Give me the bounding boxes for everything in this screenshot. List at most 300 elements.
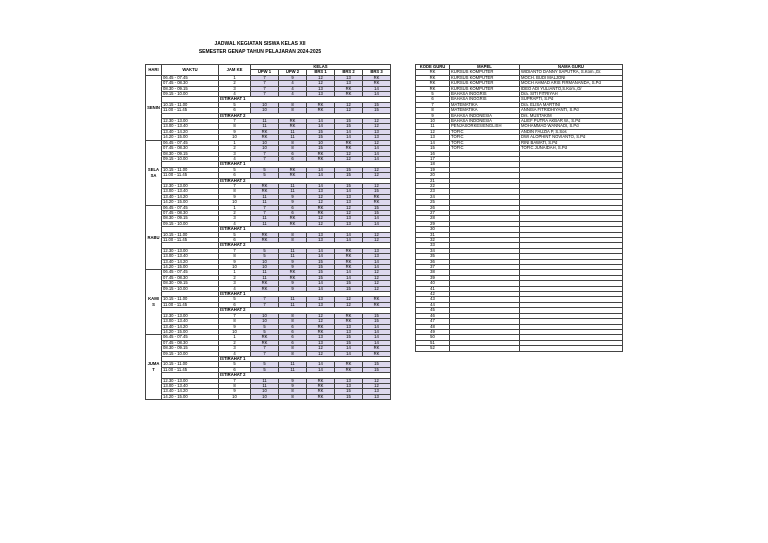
cell-brs2: 13 <box>335 200 363 205</box>
cell-upw1: 7 <box>251 92 279 97</box>
cell-brs1: 15 <box>307 129 335 134</box>
cell-brs3: 15 <box>363 367 391 372</box>
cell-brs3: 12 <box>363 232 391 237</box>
cell-brs1: 13 <box>307 340 335 345</box>
cell-brs2: 13 <box>335 324 363 329</box>
break-label: ISTIRAHAT 2 <box>219 373 391 378</box>
teacher-subject: MATEMATIKA <box>450 102 520 107</box>
cell-upw1: RK <box>251 340 279 345</box>
cell-upw2: 9 <box>279 383 307 388</box>
teacher-code: 26 <box>416 205 450 210</box>
cell-brs2: 14 <box>335 135 363 140</box>
teacher-subject: BAHASA INDONESIA <box>450 119 520 124</box>
cell-brs2: RK <box>335 319 363 324</box>
cell-upw2: RK <box>279 124 307 129</box>
cell-brs2: 14 <box>335 129 363 134</box>
teacher-code: 13 <box>416 135 450 140</box>
cell-upw2: 11 <box>279 248 307 253</box>
time-slot: 09.15 - 10.00 <box>162 286 219 291</box>
cell-brs1: RK <box>307 108 335 113</box>
cell-brs2: 13 <box>335 216 363 221</box>
cell-upw2: 6 <box>279 340 307 345</box>
jam-ke: 6 <box>219 367 251 372</box>
cell-upw2: 9 <box>279 259 307 264</box>
cell-brs1: 13 <box>307 92 335 97</box>
jam-ke: 10 <box>219 135 251 140</box>
cell-brs2: 15 <box>335 394 363 399</box>
time-slot: 14.20 - 15.00 <box>162 265 219 270</box>
cell-upw2: 6 <box>279 335 307 340</box>
teacher-name: Dra. ELISA MARTINI <box>520 102 623 107</box>
cell-brs1: 10 <box>307 140 335 145</box>
cell-upw2: RK <box>279 119 307 124</box>
cell-brs2: 13 <box>335 329 363 334</box>
time-slot: 08.30 - 09.15 <box>162 281 219 286</box>
cell-brs3: 12 <box>363 119 391 124</box>
cell-upw1: 11 <box>251 124 279 129</box>
cell-upw2: 9 <box>279 281 307 286</box>
time-slot: 13.40 - 14.20 <box>162 259 219 264</box>
time-slot: 14.20 - 15.00 <box>162 394 219 399</box>
teacher-table <box>415 64 623 352</box>
cell-brs1: 14 <box>307 119 335 124</box>
jam-ke: 4 <box>219 286 251 291</box>
cell-brs2: 14 <box>335 238 363 243</box>
jam-ke: 9 <box>219 259 251 264</box>
cell-upw1: 5 <box>251 254 279 259</box>
cell-brs1: 12 <box>307 81 335 86</box>
cell-upw2: 8 <box>279 108 307 113</box>
jam-ke: 7 <box>219 119 251 124</box>
cell-upw2: RK <box>279 275 307 280</box>
cell-brs3: 12 <box>363 238 391 243</box>
teacher-code: 27 <box>416 210 450 215</box>
cell-brs1: RK <box>307 394 335 399</box>
cell-upw1: RK <box>251 238 279 243</box>
cell-brs3: 14 <box>363 340 391 345</box>
jam-ke: 6 <box>219 238 251 243</box>
teacher-code: 6 <box>416 97 450 102</box>
time-slot: 10.15 - 11.00 <box>162 167 219 172</box>
time-slot: 12.30 - 13.00 <box>162 183 219 188</box>
cell-upw1: 10 <box>251 108 279 113</box>
cell-brs3: 14 <box>363 265 391 270</box>
jam-ke: 2 <box>219 275 251 280</box>
cell-upw2: 11 <box>279 189 307 194</box>
cell-brs1: 14 <box>307 367 335 372</box>
time-slot: 14.20 - 15.00 <box>162 200 219 205</box>
cell-upw1: 7 <box>251 346 279 351</box>
teacher-code: 20 <box>416 173 450 178</box>
time-slot: 13.40 - 14.20 <box>162 194 219 199</box>
cell-upw1: 7 <box>251 151 279 156</box>
cell-upw1: 5 <box>251 362 279 367</box>
cell-upw1: 5 <box>251 329 279 334</box>
cell-brs1: 13 <box>307 297 335 302</box>
cell-brs2: 14 <box>335 275 363 280</box>
teacher-subject: BAHASA INDONESIA <box>450 113 520 118</box>
cell-upw1: 10 <box>251 394 279 399</box>
jam-ke: 4 <box>219 221 251 226</box>
jam-ke: 9 <box>219 129 251 134</box>
cell-brs2: RK <box>335 259 363 264</box>
teacher-subject: BAHASA INGGRIS <box>450 97 520 102</box>
cell-upw1: RK <box>251 189 279 194</box>
jam-ke: 10 <box>219 265 251 270</box>
time-slot: 08.30 - 09.15 <box>162 86 219 91</box>
cell-brs2: 12 <box>335 151 363 156</box>
jam-ke: 2 <box>219 146 251 151</box>
cell-brs3: 12 <box>363 281 391 286</box>
jam-ke: 5 <box>219 232 251 237</box>
cell-brs3: 14 <box>363 156 391 161</box>
cell-upw2: RK <box>279 221 307 226</box>
cell-brs3: 14 <box>363 335 391 340</box>
teacher-code: 46 <box>416 313 450 318</box>
teacher-code: 14 <box>416 140 450 145</box>
cell-brs2: 15 <box>335 183 363 188</box>
cell-upw2: 8 <box>279 146 307 151</box>
cell-brs2: 14 <box>335 270 363 275</box>
cell-brs3: RK <box>363 81 391 86</box>
teacher-code: RK <box>416 70 450 75</box>
cell-brs1: 14 <box>307 183 335 188</box>
cell-brs1: RK <box>307 324 335 329</box>
cell-upw2: 8 <box>279 238 307 243</box>
jam-ke: 9 <box>219 194 251 199</box>
teacher-code: 15 <box>416 146 450 151</box>
cell-upw2: 9 <box>279 75 307 80</box>
cell-brs3: 12 <box>363 183 391 188</box>
teacher-code: 32 <box>416 238 450 243</box>
cell-brs3: RK <box>363 346 391 351</box>
cell-brs2: RK <box>335 146 363 151</box>
cell-upw2: 11 <box>279 362 307 367</box>
cell-brs1: 15 <box>307 135 335 140</box>
cell-upw2: 9 <box>279 194 307 199</box>
teacher-code: 11 <box>416 124 450 129</box>
cell-upw2: 6 <box>279 210 307 215</box>
cell-upw1: 7 <box>251 75 279 80</box>
time-slot: 08.30 - 09.15 <box>162 216 219 221</box>
teacher-code: 48 <box>416 324 450 329</box>
col-brs3: BRS 3 <box>363 70 391 75</box>
cell-brs3: 12 <box>363 378 391 383</box>
cell-brs3: 14 <box>363 259 391 264</box>
cell-brs3: 12 <box>363 275 391 280</box>
teacher-code: 49 <box>416 329 450 334</box>
teacher-code: RK <box>416 81 450 86</box>
time-slot: 06.45 - 07.45 <box>162 205 219 210</box>
cell-brs3: 15 <box>363 205 391 210</box>
jam-ke: 2 <box>219 340 251 345</box>
jam-ke: 1 <box>219 140 251 145</box>
time-slot: 13.00 - 13.40 <box>162 319 219 324</box>
time-slot: 06.45 - 07.45 <box>162 335 219 340</box>
time-slot: 07.45 - 08.30 <box>162 210 219 215</box>
jam-ke: 10 <box>219 394 251 399</box>
teacher-code: 42 <box>416 292 450 297</box>
cell-brs2: RK <box>335 367 363 372</box>
cell-brs2: RK <box>335 313 363 318</box>
cell-brs3: 14 <box>363 151 391 156</box>
cell-brs1: RK <box>307 156 335 161</box>
cell-brs1: 12 <box>307 319 335 324</box>
teacher-code: 50 <box>416 335 450 340</box>
teacher-code: 39 <box>416 275 450 280</box>
cell-upw2: 11 <box>279 129 307 134</box>
teacher-code: 8 <box>416 108 450 113</box>
cell-upw2: 11 <box>279 302 307 307</box>
cell-upw1: 11 <box>251 194 279 199</box>
teacher-code: 40 <box>416 281 450 286</box>
cell-brs3: 14 <box>363 324 391 329</box>
jam-ke: 2 <box>219 81 251 86</box>
cell-brs1: 12 <box>307 200 335 205</box>
jam-ke: 8 <box>219 254 251 259</box>
break-label: ISTIRAHAT 1 <box>219 292 391 297</box>
cell-brs3: 15 <box>363 108 391 113</box>
cell-upw1: 7 <box>251 156 279 161</box>
cell-upw2: 11 <box>279 254 307 259</box>
cell-upw2: 8 <box>279 346 307 351</box>
jam-ke: 4 <box>219 92 251 97</box>
cell-brs3: 14 <box>363 86 391 91</box>
day-label: RABU <box>146 205 162 270</box>
teacher-code: 7 <box>416 102 450 107</box>
teacher-subject <box>450 346 520 351</box>
cell-brs3: 15 <box>363 313 391 318</box>
cell-brs2: 12 <box>335 205 363 210</box>
break-label: ISTIRAHAT 2 <box>219 308 391 313</box>
teacher-code: 17 <box>416 156 450 161</box>
cell-brs2: 13 <box>335 81 363 86</box>
cell-brs1: 12 <box>307 346 335 351</box>
jam-ke: 5 <box>219 297 251 302</box>
jam-ke: 1 <box>219 205 251 210</box>
cell-upw2: 9 <box>279 200 307 205</box>
cell-upw1: RK <box>251 129 279 134</box>
cell-upw1: 7 <box>251 351 279 356</box>
cell-upw1: RK <box>251 286 279 291</box>
col-hari: HARI <box>146 65 162 76</box>
teacher-code: RK <box>416 86 450 91</box>
cell-brs3: RK <box>363 302 391 307</box>
cell-brs2: 15 <box>335 167 363 172</box>
cell-brs2: 12 <box>335 297 363 302</box>
cell-brs2: 12 <box>335 156 363 161</box>
jam-ke: 5 <box>219 362 251 367</box>
time-slot: 08.30 - 09.15 <box>162 346 219 351</box>
cell-upw1: 10 <box>251 102 279 107</box>
cell-brs1: RK <box>307 102 335 107</box>
jam-ke: 8 <box>219 383 251 388</box>
day-label: SELASA <box>146 140 162 205</box>
teacher-code: 29 <box>416 221 450 226</box>
cell-brs3: 15 <box>363 362 391 367</box>
teacher-subject: KURSUS KOMPUTER <box>450 70 520 75</box>
teacher-name: DWI ALOPHINT NOVIANTO, S.Pd <box>520 135 623 140</box>
cell-upw2: 11 <box>279 297 307 302</box>
break-label: ISTIRAHAT 2 <box>219 243 391 248</box>
teacher-code: 36 <box>416 259 450 264</box>
time-slot: 12.30 - 13.00 <box>162 248 219 253</box>
teacher-subject: KURSUS KOMPUTER <box>450 86 520 91</box>
jam-ke: 3 <box>219 346 251 351</box>
cell-brs2: 15 <box>335 173 363 178</box>
cell-upw2: 9 <box>279 265 307 270</box>
cell-upw1: RK <box>251 335 279 340</box>
teacher-code: 18 <box>416 162 450 167</box>
cell-brs3: 14 <box>363 329 391 334</box>
cell-upw1: 10 <box>251 146 279 151</box>
break-label: ISTIRAHAT 1 <box>219 162 391 167</box>
cell-upw1: 11 <box>251 275 279 280</box>
cell-brs1: 14 <box>307 362 335 367</box>
cell-upw2: 6 <box>279 329 307 334</box>
cell-upw1: 7 <box>251 302 279 307</box>
time-slot: 07.45 - 08.30 <box>162 81 219 86</box>
cell-brs2: RK <box>335 362 363 367</box>
time-slot: 09.15 - 10.00 <box>162 221 219 226</box>
teacher-subject: TOFIC <box>450 146 520 151</box>
cell-brs3: 15 <box>363 102 391 107</box>
time-slot: 13.00 - 13.40 <box>162 254 219 259</box>
cell-brs1: 12 <box>307 216 335 221</box>
jam-ke: 6 <box>219 173 251 178</box>
break-label: ISTIRAHAT 1 <box>219 227 391 232</box>
cell-brs3: 12 <box>363 286 391 291</box>
teacher-name: ANNISA FITRIDHIYANTI, S.Pd <box>520 108 623 113</box>
cell-brs1: RK <box>307 378 335 383</box>
cell-brs3: 12 <box>363 140 391 145</box>
cell-brs2: 13 <box>335 221 363 226</box>
time-slot: 12.30 - 13.00 <box>162 313 219 318</box>
teacher-code: 34 <box>416 248 450 253</box>
jam-ke: 1 <box>219 335 251 340</box>
cell-brs3: RK <box>363 351 391 356</box>
cell-brs1: 15 <box>307 270 335 275</box>
cell-upw1: 5 <box>251 367 279 372</box>
cell-brs3: 12 <box>363 383 391 388</box>
cell-upw2: 6 <box>279 151 307 156</box>
time-slot: 13.00 - 13.40 <box>162 124 219 129</box>
cell-brs1: 13 <box>307 238 335 243</box>
cell-upw2: 4 <box>279 86 307 91</box>
cell-brs2: 14 <box>335 189 363 194</box>
teacher-code: 41 <box>416 286 450 291</box>
cell-upw1: 11 <box>251 119 279 124</box>
teacher-code: 35 <box>416 254 450 259</box>
teacher-subject: TOFIC <box>450 135 520 140</box>
teacher-subject: BAHASA INGGRIS <box>450 92 520 97</box>
cell-brs1: 14 <box>307 167 335 172</box>
cell-brs2: 12 <box>335 302 363 307</box>
teacher-subject: TOFIC <box>450 140 520 145</box>
cell-brs1: 14 <box>307 281 335 286</box>
time-slot: 09.15 - 10.00 <box>162 351 219 356</box>
cell-upw2: 11 <box>279 367 307 372</box>
jam-ke: 3 <box>219 216 251 221</box>
cell-upw2: 6 <box>279 205 307 210</box>
teacher-code: 52 <box>416 346 450 351</box>
cell-upw2: 4 <box>279 92 307 97</box>
cell-upw1: 10 <box>251 319 279 324</box>
cell-brs3: 14 <box>363 146 391 151</box>
teacher-subject: KURSUS KOMPUTER <box>450 81 520 86</box>
cell-brs1: 15 <box>307 275 335 280</box>
cell-brs1: RK <box>307 389 335 394</box>
time-slot: 13.00 - 13.40 <box>162 189 219 194</box>
col-jam-ke: JAM KE <box>219 65 251 76</box>
teacher-code: 5 <box>416 92 450 97</box>
cell-brs3: 12 <box>363 124 391 129</box>
cell-brs3: 12 <box>363 270 391 275</box>
cell-upw2: 6 <box>279 324 307 329</box>
cell-brs2: 12 <box>335 210 363 215</box>
cell-upw1: 10 <box>251 313 279 318</box>
teacher-code: 31 <box>416 232 450 237</box>
cell-brs3: RK <box>363 194 391 199</box>
teacher-code: 38 <box>416 270 450 275</box>
teacher-name: IDEO ADI YULIANTO,S.Kom.,Gr <box>520 86 623 91</box>
jam-ke: 3 <box>219 86 251 91</box>
teacher-code: 51 <box>416 340 450 345</box>
teacher-name: Dra. SITI FITRIYAH <box>520 92 623 97</box>
cell-brs1: 14 <box>307 124 335 129</box>
cell-brs1: 13 <box>307 189 335 194</box>
cell-brs3: 13 <box>363 135 391 140</box>
cell-brs2: RK <box>335 248 363 253</box>
jam-ke: 10 <box>219 200 251 205</box>
time-slot: 07.45 - 08.30 <box>162 146 219 151</box>
jam-ke: 8 <box>219 319 251 324</box>
cell-upw2: 8 <box>279 140 307 145</box>
cell-brs1: 14 <box>307 173 335 178</box>
cell-brs3: 15 <box>363 189 391 194</box>
document-subtitle: SEMESTER GENAP TAHUN PELAJARAN 2024-2025 <box>198 49 322 55</box>
cell-upw1: RK <box>251 183 279 188</box>
jam-ke: 8 <box>219 189 251 194</box>
teacher-name: MOCH AHMAD ARIS FIRMANANDA, S.Pd <box>520 81 623 86</box>
cell-brs2: 13 <box>335 378 363 383</box>
cell-brs1: 13 <box>307 335 335 340</box>
break-label: ISTIRAHAT 2 <box>219 178 391 183</box>
cell-brs3: RK <box>363 200 391 205</box>
cell-brs1: RK <box>307 205 335 210</box>
jam-ke: 1 <box>219 75 251 80</box>
jam-ke: 7 <box>219 378 251 383</box>
cell-brs2: 13 <box>335 75 363 80</box>
teacher-code: 25 <box>416 200 450 205</box>
jam-ke: 8 <box>219 124 251 129</box>
time-slot: 10.15 - 11.00 <box>162 297 219 302</box>
teacher-code: 10 <box>416 119 450 124</box>
col-upw2: UPW 2 <box>279 70 307 75</box>
col-upw1: UPW 1 <box>251 70 279 75</box>
jam-ke: 10 <box>219 329 251 334</box>
teacher-subject: PENJASORKES/ENGLISH <box>450 124 520 129</box>
cell-brs3: 14 <box>363 221 391 226</box>
cell-upw1: RK <box>251 135 279 140</box>
cell-brs2: 15 <box>335 124 363 129</box>
cell-brs2: 14 <box>335 346 363 351</box>
cell-brs2: 15 <box>335 340 363 345</box>
break-label: ISTIRAHAT 1 <box>219 356 391 361</box>
cell-upw1: 11 <box>251 200 279 205</box>
jam-ke: 4 <box>219 351 251 356</box>
time-slot: 06.45 - 07.45 <box>162 140 219 145</box>
